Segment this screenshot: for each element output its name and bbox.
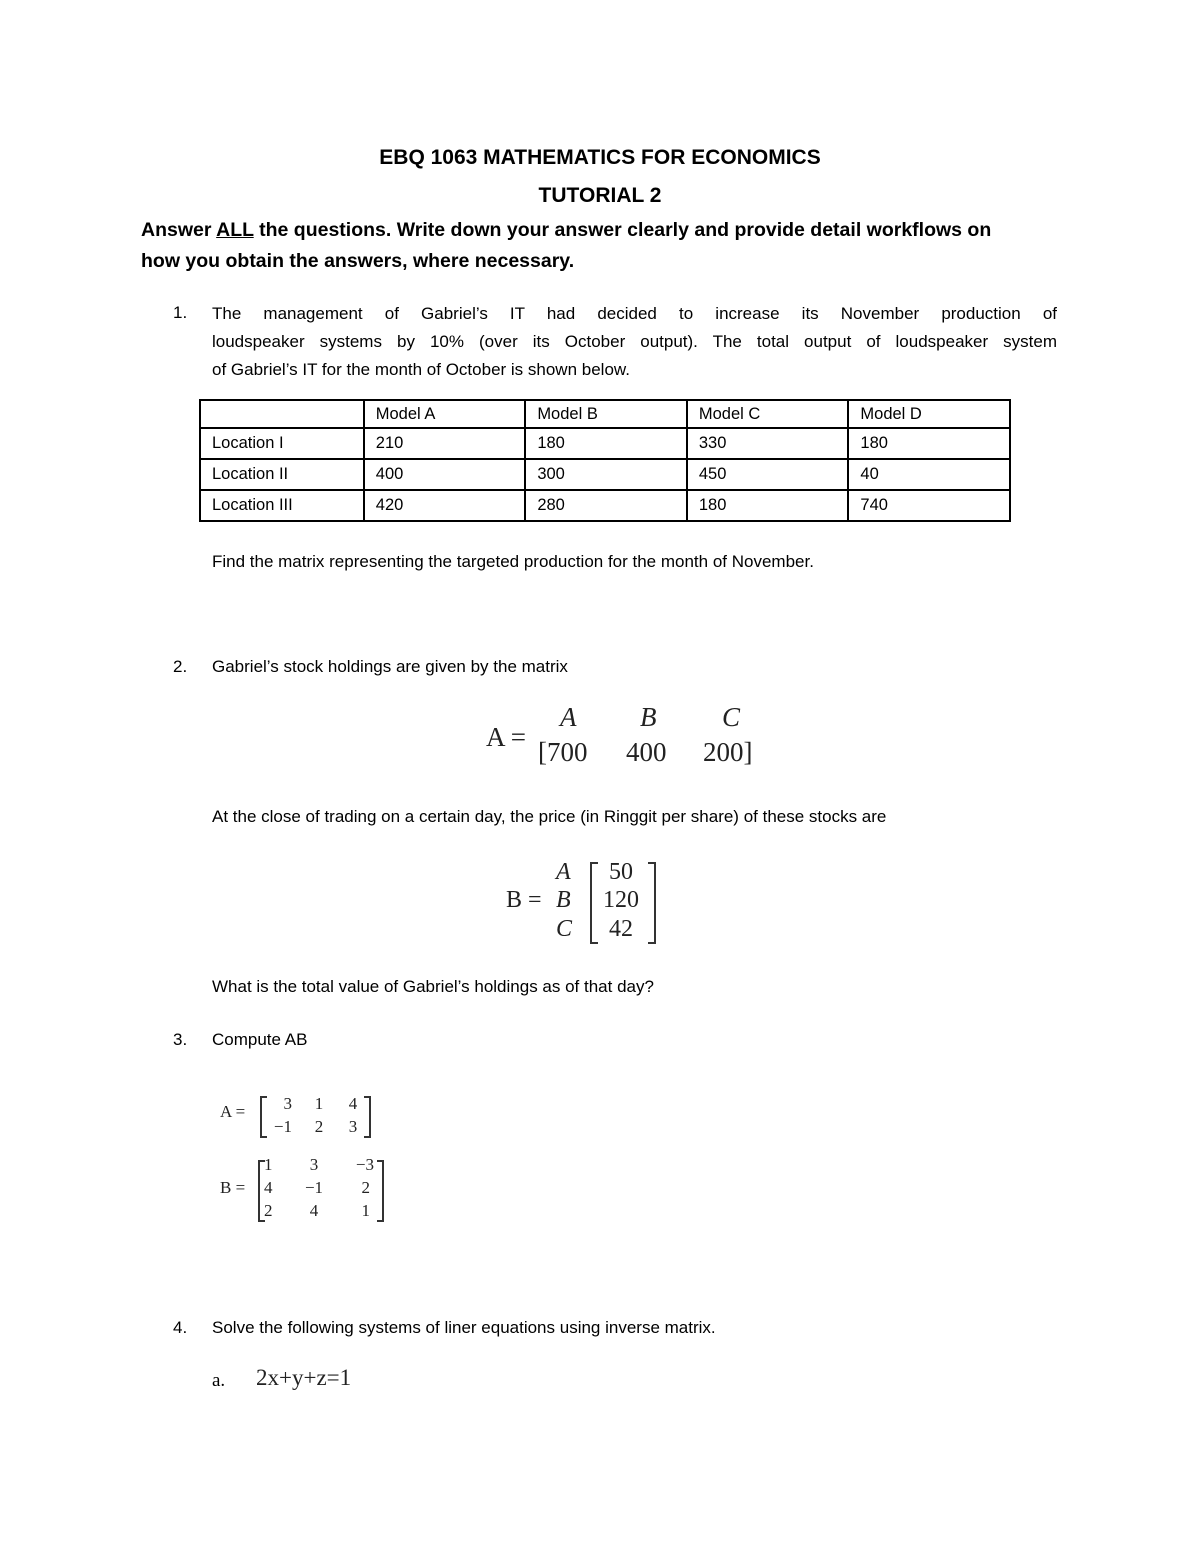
instructions-pre: Answer bbox=[141, 219, 217, 241]
table-row bbox=[200, 490, 1010, 521]
q2-matrix-a-col-label: B bbox=[640, 702, 657, 732]
q3-matrix-b-cell: 3 bbox=[309, 1155, 319, 1174]
table-cell: 180 bbox=[525, 428, 687, 459]
q1-line: of Gabriel’s IT for the month of October is shown below. bbox=[212, 360, 630, 379]
q1-line: The management of Gabriel’s IT had decided to increase its November production of bbox=[212, 304, 1057, 323]
q4-part-a-label: a. bbox=[212, 1370, 226, 1391]
q3-matrix-a-name: A = bbox=[220, 1102, 246, 1121]
q2-matrix-b-value: 120 bbox=[603, 887, 639, 913]
q3-matrix-b-cell: 2 bbox=[361, 1178, 370, 1197]
q3-matrix-a-cell: 2 bbox=[314, 1117, 324, 1136]
q3-matrix-a-cell: 3 bbox=[283, 1094, 292, 1113]
q1-question: Find the matrix representing the targeted production for the month of November. bbox=[212, 552, 814, 571]
table-row bbox=[200, 459, 1010, 490]
q2-matrix-a-value: 200] bbox=[703, 737, 753, 767]
document-subtitle: TUTORIAL 2 bbox=[538, 184, 662, 207]
table-cell: 450 bbox=[687, 459, 849, 490]
q2-matrix-b-row-label: C bbox=[556, 916, 573, 942]
instructions bbox=[141, 215, 1061, 277]
q3-matrix-a-cell: 3 bbox=[348, 1117, 358, 1136]
q3-matrix-b-cell: 1 bbox=[361, 1201, 370, 1220]
q2-matrix-a-value: 400 bbox=[626, 737, 667, 767]
table-cell: 280 bbox=[525, 490, 687, 521]
q2-matrix-b-value: 50 bbox=[609, 859, 633, 885]
table-cell: Location III bbox=[200, 490, 364, 521]
document-title: EBQ 1063 MATHEMATICS FOR ECONOMICS bbox=[379, 146, 821, 169]
q2-matrix-b-row-label: B bbox=[556, 887, 571, 913]
q2-matrix-b-right-bracket bbox=[648, 862, 656, 944]
q4-text: Solve the following systems of liner equations using inverse matrix. bbox=[212, 1318, 716, 1337]
table-cell: 180 bbox=[848, 428, 1010, 459]
table-cell: 40 bbox=[848, 459, 1010, 490]
q2-matrix-a-col-label: A bbox=[560, 702, 577, 732]
q3-matrix-b-cell: −3 bbox=[355, 1155, 374, 1174]
q1-number: 1. bbox=[173, 303, 188, 322]
q2-intro: Gabriel’s stock holdings are given by the matrix bbox=[212, 657, 568, 676]
q3-text: Compute AB bbox=[212, 1030, 308, 1049]
table-cell: 210 bbox=[364, 428, 526, 459]
table-header-row bbox=[200, 400, 1010, 428]
q3-matrix-b-cell: 4 bbox=[264, 1178, 273, 1197]
q4-part-a-equation: 2x+y+z=1 bbox=[256, 1365, 352, 1390]
q3-matrix-a-cell: 1 bbox=[314, 1094, 324, 1113]
q2-matrix-a-col-label: C bbox=[722, 702, 741, 732]
q2-matrix-b-value: 42 bbox=[609, 916, 633, 942]
table-cell: Location II bbox=[200, 459, 364, 490]
table-cell: 420 bbox=[364, 490, 526, 521]
table-header-cell bbox=[200, 400, 364, 428]
q1-text bbox=[212, 300, 1057, 384]
q3-matrix-a-right-bracket bbox=[364, 1096, 371, 1138]
q1-line: loudspeaker systems by 10% (over its October output). The total output of loudspeaker system bbox=[212, 332, 1057, 351]
q3-matrix-b-cell: 2 bbox=[264, 1201, 273, 1220]
q3-matrix-b-cell: 4 bbox=[309, 1201, 319, 1220]
q3-matrix-b-name: B = bbox=[220, 1178, 246, 1197]
table-cell: 400 bbox=[364, 459, 526, 490]
table-cell: 180 bbox=[687, 490, 849, 521]
table-cell: 740 bbox=[848, 490, 1010, 521]
q3-matrix-b-cell: −1 bbox=[304, 1178, 324, 1197]
q3-number: 3. bbox=[173, 1030, 188, 1049]
table-header-cell: Model C bbox=[687, 400, 849, 428]
q4-number: 4. bbox=[173, 1318, 188, 1337]
q2-matrix-a-value: [700 bbox=[538, 737, 588, 767]
production-table bbox=[199, 399, 1011, 522]
q2-matrix-a-name: A = bbox=[486, 722, 526, 752]
table-cell: 300 bbox=[525, 459, 687, 490]
q2-matrix-b-name: B = bbox=[506, 887, 542, 913]
instructions-line1: the questions. Write down your answer clearly and provide detail workflows on bbox=[253, 219, 992, 241]
q2-matrix-b-row-label: A bbox=[556, 859, 571, 885]
q2-number: 2. bbox=[173, 657, 188, 676]
q2-price-text: At the close of trading on a certain day, the price (in Ringgit per share) of these stocks are bbox=[212, 807, 887, 826]
table-cell: Location I bbox=[200, 428, 364, 459]
table-header-cell: Model D bbox=[848, 400, 1010, 428]
q3-matrix-a-cell: 4 bbox=[348, 1094, 358, 1113]
q3-matrix-b-right-bracket bbox=[377, 1160, 384, 1222]
table-header-cell: Model A bbox=[364, 400, 526, 428]
q3-matrix-a-cell: −1 bbox=[273, 1117, 292, 1136]
table-header-cell: Model B bbox=[525, 400, 687, 428]
instructions-line2: how you obtain the answers, where necessary. bbox=[141, 250, 575, 272]
table-cell: 330 bbox=[687, 428, 849, 459]
table-row bbox=[200, 428, 1010, 459]
q2-question: What is the total value of Gabriel’s holdings as of that day? bbox=[212, 977, 654, 996]
instructions-emphasis: ALL bbox=[216, 219, 254, 241]
q3-matrix-b-cell: 1 bbox=[264, 1155, 273, 1174]
